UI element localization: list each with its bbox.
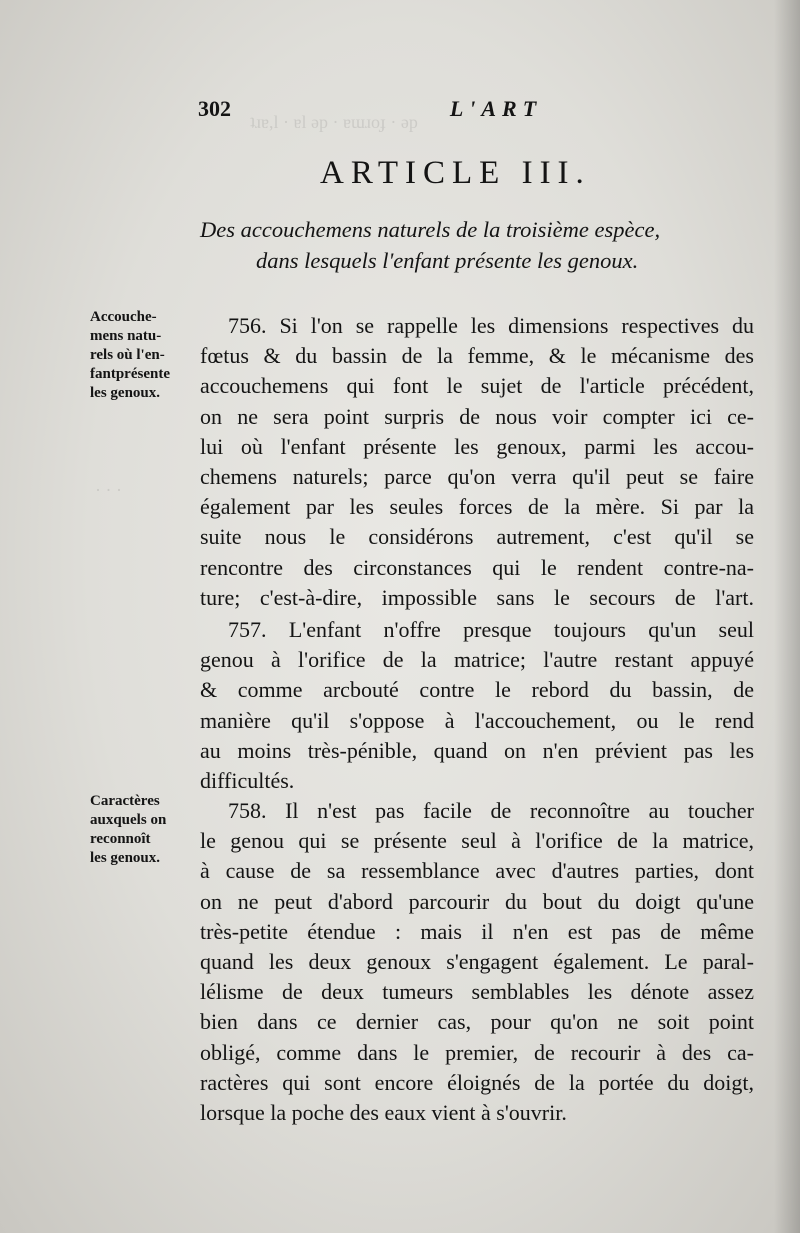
text-line: on ne sera point surpris de nous voir compter ici ce- — [200, 403, 754, 429]
text-line: ractères qui sont encore éloignés de la portée du doigt, — [200, 1069, 754, 1095]
margin-note-presentation — [90, 308, 202, 403]
text-line: lui où l'enfant présente les genoux, parmi les accou- — [200, 433, 754, 459]
text-line: accouchemens qui font le sujet de l'article précédent, — [200, 373, 754, 399]
paragraph-757 — [200, 615, 754, 796]
text-line: fœtus & du bassin de la femme, & le mécanisme des — [200, 343, 754, 369]
margin-note-line: mens natu- — [90, 328, 162, 344]
text-line: genou à l'orifice de la matrice; l'autre restant appuyé — [200, 647, 754, 673]
text-line: quand les deux genoux s'engagent également. Le paral- — [200, 948, 754, 974]
margin-note-line: fantprésente — [90, 366, 170, 382]
text-line: on ne peut d'abord parcourir du bout du doigt qu'une — [200, 888, 754, 914]
text-line: 757. L'enfant n'offre presque toujours qu'un seul — [228, 617, 754, 642]
page-number: 302 — [198, 96, 231, 121]
text-line: lorsque la poche des eaux vient à s'ouvrir. — [200, 1099, 567, 1125]
article-title: ARTICLE III. — [320, 155, 591, 191]
text-line: obligé, comme dans le premier, de recourir à des ca- — [200, 1039, 754, 1065]
show-through-text: · · · — [95, 480, 122, 500]
text-line: ture; c'est-à-dire, impossible sans le secours de l'art. — [200, 584, 754, 610]
text-line: manière qu'il s'oppose à l'accouchement, ou le rend — [200, 707, 754, 733]
text-line: bien dans ce dernier cas, pour qu'on ne soit point — [200, 1009, 754, 1035]
article-subtitle — [200, 214, 760, 276]
margin-note-line: Caractères — [90, 793, 160, 809]
text-line: lélisme de deux tumeurs semblables les dénote assez — [200, 979, 754, 1005]
margin-note-line: rels où l'en- — [90, 347, 165, 363]
margin-note-line: reconnoît — [90, 831, 151, 847]
subtitle-line: Des accouchemens naturels de la troisième espèce, — [200, 217, 661, 242]
text-line: très-petite étendue : mais il n'en est pas de même — [200, 918, 754, 944]
margin-note-characters — [90, 792, 202, 868]
margin-note-line: auxquels on — [90, 812, 167, 828]
margin-note-line: Accouche- — [90, 309, 157, 325]
paragraph-756 — [200, 311, 754, 613]
margin-note-line: les genoux. — [90, 385, 161, 401]
show-through-text: ʇɹɐ,l · ɐl ǝp · ɐɯɹoɟ · ǝp — [250, 112, 418, 132]
text-line: à cause de sa ressemblance avec d'autres parties, dont — [200, 858, 754, 884]
paragraph-758 — [200, 796, 754, 1128]
subtitle-line: dans lesquels l'enfant présente les genoux. — [256, 248, 639, 273]
text-line: 758. Il n'est pas facile de reconnoître au toucher — [228, 798, 754, 823]
running-title: L'ART — [449, 96, 543, 121]
text-line: rencontre des circonstances qui le rendent contre-na- — [200, 554, 754, 580]
text-line: également par les seules forces de la mère. Si par la — [200, 494, 754, 520]
margin-note-line: les genoux. — [90, 850, 161, 866]
text-line: suite nous le considérons autrement, c'est qu'il se — [200, 524, 754, 550]
text-line: au moins très-pénible, quand on n'en prévient pas les — [200, 737, 754, 763]
text-line: & comme arcbouté contre le rebord du bassin, de — [200, 677, 754, 703]
text-line: chemens naturels; parce qu'on verra qu'il peut se faire — [200, 463, 754, 489]
running-head — [198, 96, 754, 130]
text-line: le genou qui se présente seul à l'orifice de la matrice, — [200, 828, 754, 854]
text-line: 756. Si l'on se rappelle les dimensions respectives du — [228, 313, 754, 338]
text-line: difficultés. — [200, 767, 295, 793]
